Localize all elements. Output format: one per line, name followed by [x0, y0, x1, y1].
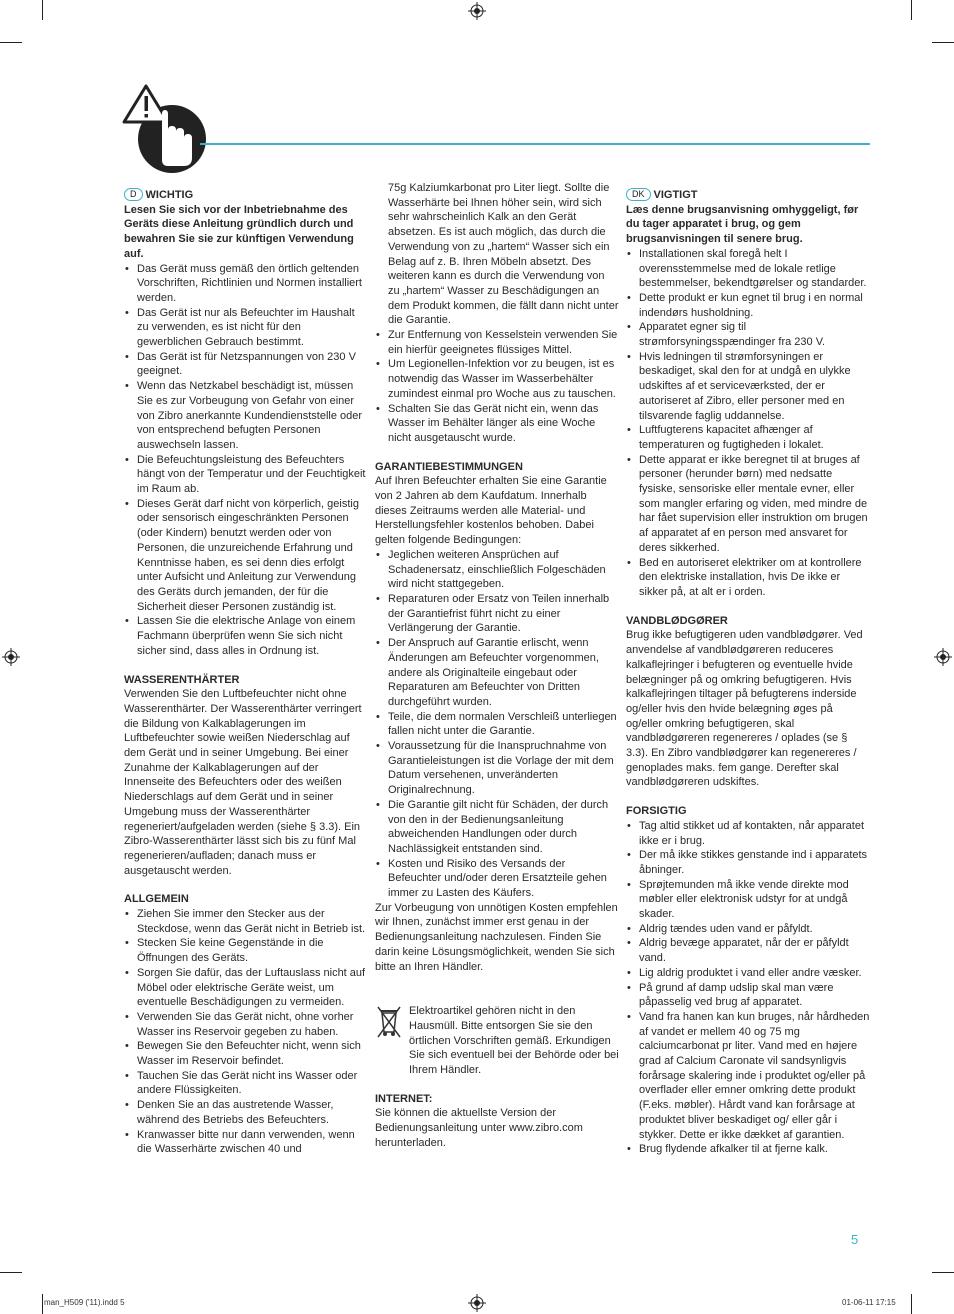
list-item: • Das Gerät ist für Netzspannungen von 230 V geeignet. — [124, 350, 368, 379]
list-item: • Jeglichen weiteren Ansprüchen auf Schadenersatz, einschließlich Folgeschäden wird nicht stattgegeben. — [375, 548, 619, 592]
list-item: • På grund af damp udslip skal man være påpasselig ved brug af apparatet. — [626, 981, 870, 1010]
list-item: • Apparatet egner sig til strømforsyningsspændinger fra 230 V. — [626, 320, 870, 349]
list-item: • Bewegen Sie den Befeuchter nicht, wenn sich Wasser im Reservoir befindet. — [124, 1039, 368, 1068]
section-title: ALLGEMEIN — [124, 893, 189, 906]
list-item: • Verwenden Sie das Gerät nicht, ohne vorher Wasser ins Reservoir gegeben zu haben. — [124, 1010, 368, 1039]
paragraph: Brug ikke befugtigeren uden vandblødgører. Ved anvendelse af vandblødgøreren reduceres kalkaflejringer i befugteren og eventuelle hvide belægninger på og omkring befugtigeren. Hvis kalkaflejringen tiltager på befugterens inderside og/eller hvis den hvide belægning øges på og/eller omkring befugtigeren, skal vandblødgøreren regenereres / oplades (se § 3.3). En Zibro vandblødgører kan regenereres / genoplades maks. fem gange. Derefter skal vandblødgøreren udskiftes. — [626, 629, 863, 789]
weee-text: Elektroartikel gehören nicht in den Hausmüll. Bitte entsorgen Sie sie den örtlichen Vorschriften gemäß. Erkundigen Sie sich eventuell bei der Behörde oder bei Ihrem Händler. — [409, 1005, 619, 1077]
section-header-important — [626, 188, 870, 203]
list-item: • Das Gerät muss gemäß den örtlich geltenden Vorschriften, Richtlinien und Normen installiert werden. — [124, 262, 368, 306]
list-item: • Um Legionellen-Infektion vor zu beugen, ist es notwendig das Wasser im Wasserbehälter zumindest einmal pro Woche aus zu tauschen. — [375, 357, 619, 401]
list-item: • Das Gerät ist nur als Befeuchter im Haushalt zu verwenden, es ist nicht für den gewerblichen Gebrauch bestimmt. — [124, 306, 368, 350]
list-item: • Denken Sie an das austretende Wasser, während des Betriebs des Befeuchters. — [124, 1098, 368, 1127]
registration-mark-icon — [934, 648, 952, 666]
bullet-list-intro — [124, 262, 368, 659]
list-item: • Sorgen Sie dafür, das der Luftauslass nicht auf Möbel oder elektrische Geräte weist, um eventuelle Beschädigungen zu vermeiden. — [124, 966, 368, 1010]
registration-mark-icon — [468, 2, 486, 20]
list-item: • Vand fra hanen kan kun bruges, når hårdheden af vandet er mellem 40 og 75 mg calciumcarbonat pr liter. Vand med en højere grad af Calcium Caronate vil sandsynligvis forårsage skalering inde i produktet og/eller på overflader eller emner omkring dette produkt (F.eks. møbler). Hårdt vand kan forårsage at produktet bliver beskadiget og/ eller går i stykker. Dette er ikke dækket af garantien. — [626, 1010, 870, 1142]
paragraph: Zur Vorbeugung von unnötigen Kosten empfehlen wir Ihnen, zunächst immer erst genau in der Bedienungsanleitung nachzulesen. Finden Sie darin keine Lösungsmöglichkeit, wenden Sie sich bitte an Ihren Händler. — [375, 901, 618, 973]
registration-mark-icon — [468, 1294, 486, 1312]
page-number: 5 — [851, 1232, 859, 1247]
list-item: • Die Befeuchtungsleistung des Befeuchters hängt von der Temperatur und der Feuchtigkeit im Raum ab. — [124, 453, 368, 497]
lang-badge-de: D — [124, 188, 143, 201]
crop-mark — [0, 42, 22, 43]
section-title: VANDBLØDGØRER — [626, 614, 728, 627]
warning-hand-icon — [122, 82, 208, 174]
list-item: • Dieses Gerät darf nicht von körperlich, geistig oder sensorisch eingeschränkten Personen (oder Kindern) benutzt werden oder von Personen, die unzureichende Erfahrung und Kenntnisse haben, es sei denn dies erfolgt unter Aufsicht und Anleitung zur Verwendung des Geräts durch jemanden, der für die Sicherheit dieser Personen zuständig ist. — [124, 497, 368, 615]
list-item: • Installationen skal foregå helt I overensstemmelse med de lokale retlige bestemmelser, bekendtgørelser og standarder. — [626, 247, 870, 291]
list-item: • Hvis ledningen til strømforsyningen er beskadiget, skal den for at undgå en ulykke udskiftes af et serviceværksted, der er autoriseret af Zibro, eller personer med en tilsvarende faglig uddannelse. — [626, 350, 870, 424]
paragraph: Sie können die aktuellste Version der Bedienungsanleitung unter www.zibro.com herunterladen. — [375, 1107, 583, 1149]
list-item: • Stecken Sie keine Gegenstände in die Öffnungen des Geräts. — [124, 936, 368, 965]
list-item: • Aldrig bevæge apparatet, når der er påfyldt vand. — [626, 936, 870, 965]
list-item: • Bed en autoriseret elektriker om at kontrollere den elektriske installation, hvis De ikke er sikker på, at alt er i orden. — [626, 556, 870, 600]
column-danish — [626, 188, 870, 1157]
registration-mark-icon — [2, 648, 20, 666]
crop-mark — [42, 1294, 43, 1314]
list-item: • Schalten Sie das Gerät nicht ein, wenn das Wasser im Behälter länger als eine Woche nicht ausgetauscht wurde. — [375, 402, 619, 446]
paragraph: Auf Ihren Befeuchter erhalten Sie eine Garantie von 2 Jahren ab dem Kaufdatum. Innerhalb dieses Zeitraums werden alle Material- und Herstellungsfehler kostenlos behoben. Dabei gelten folgende Bedingungen: — [375, 475, 607, 547]
section-title: VIGTIGT — [653, 189, 698, 201]
crop-mark — [932, 42, 954, 43]
bullet-list-continued — [375, 328, 619, 446]
list-item: • Voraussetzung für die Inanspruchnahme von Garantieleistungen ist die Vorlage der mit dem Datum versehenen, unveränderten Originalrechnung. — [375, 739, 619, 798]
paragraph-continued: 75g Kalziumkarbonat pro Liter liegt. Sollte die Wasserhärte bei Ihnen höher sein, wird sich sehr wahrscheinlich Kalk an den Gerät absetzen. Es ist auch möglich, das durch die Verwendung von zu „hartem“ Wasser sich ein Belag auf z. B. Ihren Möbeln absetzt. Des weiteren kann es durch die Verwendung von zu „hartem“ Wasser zu Beschädigungen an dem Produkt kommen, die fällt dann nicht unter die Garantie. — [388, 182, 619, 327]
column-german-2 — [375, 181, 619, 1151]
bullet-list-general — [124, 907, 368, 1157]
lang-badge-dk: DK — [626, 188, 651, 201]
bullet-list-intro — [626, 247, 870, 600]
list-item: • Wenn das Netzkabel beschädigt ist, müssen Sie es zur Vorbeugung von Gefahr von einer von Zibro anerkannte Kundendienststelle oder von entsprechend befugten Personen auswechseln lassen. — [124, 379, 368, 453]
section-title: WICHTIG — [145, 189, 194, 201]
list-item: • Dette produkt er kun egnet til brug i en normal indendørs husholdning. — [626, 291, 870, 320]
header-rule — [200, 143, 870, 145]
list-item: • Dette apparat er ikke beregnet til at bruges af personer (herunder børn) med nedsatte fysiske, sensoriske eller mentale evner, eller som mangler erfaring og viden, med mindre de har fået supervision eller instruktion om brugen af apparatet af en person med ansvaret for deres sikkerhed. — [626, 453, 870, 556]
crop-mark — [0, 1272, 22, 1273]
list-item: • Der Anspruch auf Garantie erlischt, wenn Änderungen am Befeuchter vorgenommen, andere als Originalteile eingebaut oder Reparaturen am Befeuchter von Dritten durchgeführt wurden. — [375, 636, 619, 710]
list-item: • Lassen Sie die elektrische Anlage von einem Fachmann überprüfen wenn Sie sich nicht sicher sind, dass alles in Ordnung ist. — [124, 614, 368, 658]
list-item: • Tauchen Sie das Gerät nicht ins Wasser oder andere Flüssigkeiten. — [124, 1069, 368, 1098]
list-item: • Die Garantie gilt nicht für Schäden, der durch von den in der Bedienungsanleitung abweichenden Handlungen oder durch Nachlässigkeit entstanden sind. — [375, 798, 619, 857]
list-item: • Sprøjtemunden må ikke vende direkte mod møbler eller elektronisk udstyr for at undgå skader. — [626, 878, 870, 922]
section-title: WASSERENTHÄRTER — [124, 673, 240, 686]
list-item: • Teile, die dem normalen Verschleiß unterliegen fallen nicht unter die Garantie. — [375, 710, 619, 739]
intro-text: Læs denne brugsanvisning omhyggeligt, før du tager apparatet i brug, og gem brugsanvisningen til senere brug. — [626, 203, 859, 246]
footer-file: man_H509 ('11).indd 5 — [44, 1298, 125, 1307]
crop-mark — [932, 1272, 954, 1273]
list-item: • Kranwasser bitte nur dann verwenden, wenn die Wasserhärte zwischen 40 und — [124, 1128, 368, 1157]
paragraph: Verwenden Sie den Luftbefeuchter nicht ohne Wasserenthärter. Der Wasserenthärter verringert die Bildung von Kalkablagerungen im Luftbefeuchter sowie weißen Niederschlag auf dem Gerät und in seiner Umgebung. Bei einer Zunahme der Kalkablagerungen auf der Innenseite des Befeuchters oder des weißen Niederschlags auf dem Gerät und in seiner Umgebung muss der Wasserenthärter regeneriert/aufgeladen werden (siehe § 3.3). Ein Zibro-Wasserenthärter lässt sich bis zu fünf Mal regenerieren/aufladen; danach muss er ausgetauscht werden. — [124, 688, 362, 877]
list-item: • Reparaturen oder Ersatz von Teilen innerhalb der Garantiefrist führt nicht zu einer Verlängerung der Garantie. — [375, 592, 619, 636]
intro-text: Lesen Sie sich vor der Inbetriebnahme des Geräts diese Anleitung gründlich durch und bewahren Sie sie zur künftigen Verwendung auf. — [124, 203, 354, 260]
weee-notice — [375, 1004, 619, 1078]
list-item: • Aldrig tændes uden vand er påfyldt. — [626, 922, 870, 937]
crop-mark — [911, 1294, 912, 1314]
crop-mark — [42, 0, 43, 20]
list-item: • Kosten und Risiko des Versands der Befeuchter und/oder deren Ersatzteile gehen immer zu Lasten des Käufers. — [375, 857, 619, 901]
section-title: GARANTIEBESTIMMUNGEN — [375, 460, 523, 473]
crop-mark — [911, 0, 912, 20]
section-title: INTERNET: — [375, 1092, 433, 1105]
list-item: • Lig aldrig produktet i vand eller andre væsker. — [626, 966, 870, 981]
section-title: FORSIGTIG — [626, 805, 687, 818]
list-item: • Ziehen Sie immer den Stecker aus der Steckdose, wenn das Gerät nicht in Betrieb ist. — [124, 907, 368, 936]
list-item: • Zur Entfernung von Kesselstein verwenden Sie ein hierfür geeignetes flüssiges Mittel. — [375, 328, 619, 357]
list-item: • Tag altid stikket ud af kontakten, når apparatet ikke er i brug. — [626, 819, 870, 848]
footer-date: 01-06-11 17:15 — [842, 1298, 896, 1307]
section-header-important — [124, 188, 368, 203]
list-item: • Brug flydende afkalker til at fjerne kalk. — [626, 1142, 870, 1157]
list-item: • Luftfugterens kapacitet afhænger af temperaturen og fugtigheden i lokalet. — [626, 423, 870, 452]
crossed-bin-icon — [375, 1004, 403, 1040]
column-german-1 — [124, 188, 368, 1157]
list-item: • Der må ikke stikkes genstande ind i apparatets åbninger. — [626, 848, 870, 877]
bullet-list-caution — [626, 819, 870, 1157]
bullet-list-warranty — [375, 548, 619, 901]
